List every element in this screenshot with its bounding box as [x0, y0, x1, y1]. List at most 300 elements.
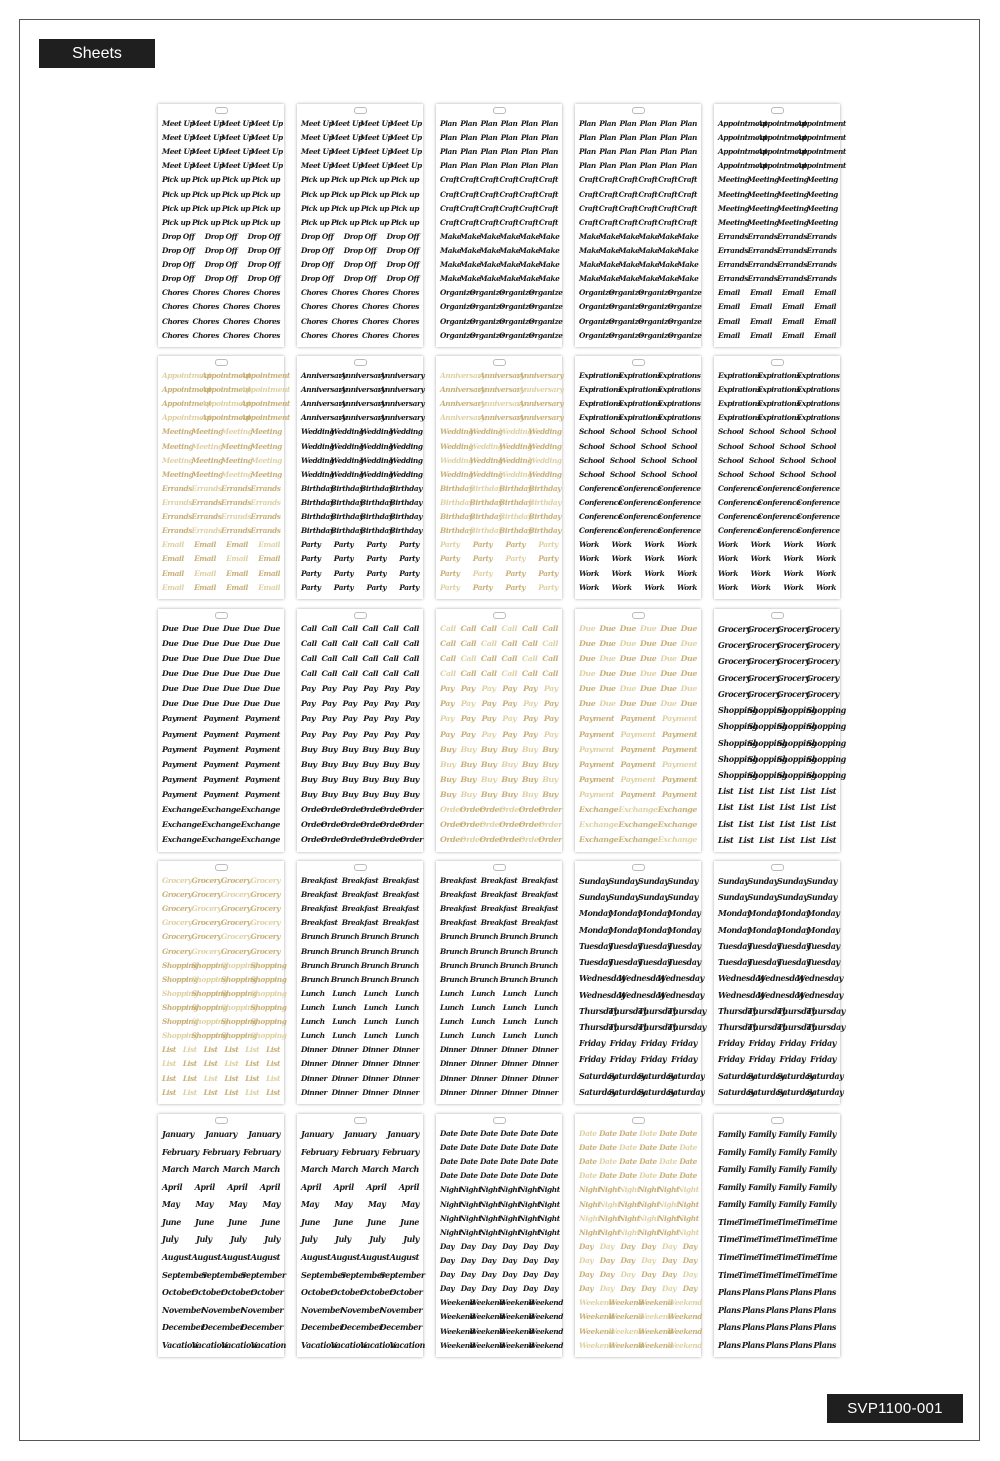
sticker-word: Date — [659, 1157, 677, 1167]
sticker-word: Work — [750, 554, 771, 564]
sticker-word: Organize — [499, 302, 534, 312]
sticker-word: Pick up — [301, 189, 330, 199]
sticker-word: Appointment — [718, 119, 768, 128]
hang-hole — [771, 107, 784, 114]
sticker-row — [301, 1089, 419, 1096]
sticker-row — [162, 974, 287, 984]
sticker-word: Shopping — [250, 1031, 287, 1041]
sticker-word: Sunday — [638, 876, 669, 886]
sticker-row — [579, 1186, 697, 1193]
sticker-word: Family — [778, 1146, 806, 1157]
sticker-word: Chores — [331, 330, 358, 340]
sticker-word: Appointment — [718, 147, 768, 157]
sticker-word: Expirations — [657, 371, 701, 380]
sticker-word: Wedding — [389, 469, 423, 479]
sticker-word: Due — [660, 684, 677, 694]
sticker-word: Day — [481, 1284, 496, 1294]
sticker-word: Meeting — [221, 427, 253, 437]
sticker-word: Pick up — [191, 203, 221, 213]
sticker-row — [301, 1269, 425, 1280]
sticker-word: Plan — [680, 161, 697, 171]
sticker-row — [162, 791, 280, 799]
sticker-row — [579, 205, 697, 212]
sticker-word: Buy — [301, 774, 317, 784]
sticker-row — [162, 413, 290, 423]
sticker-word: Shopping — [747, 721, 787, 732]
sticker-word: Saturday — [608, 1086, 646, 1097]
sticker-row — [162, 1200, 280, 1208]
sticker-word: Plan — [541, 133, 558, 143]
sticker-word: Lunch — [332, 988, 357, 998]
sticker-row — [440, 1018, 558, 1025]
sticker-word: Plan — [460, 147, 478, 157]
sticker-word: Pay — [404, 699, 419, 709]
sticker-word: Buy — [542, 774, 558, 784]
sticker-word: Meet Up — [301, 147, 334, 157]
sticker-row — [718, 656, 839, 667]
sticker-word: Order — [379, 835, 404, 845]
sticker-row — [301, 905, 419, 912]
sticker-word: April — [194, 1181, 215, 1192]
sticker-word: Organize — [638, 316, 673, 326]
sticker-row — [718, 471, 836, 478]
sticker-word: Conference — [718, 483, 762, 493]
sticker-word: Dinner — [531, 1087, 558, 1097]
sticker-row — [579, 1130, 697, 1137]
sticker-word: Drop Off — [204, 245, 238, 255]
sticker-word: February — [341, 1146, 379, 1157]
sticker-rows — [718, 371, 840, 592]
sticker-word: January — [248, 1129, 280, 1139]
sticker-word: Work — [579, 554, 599, 564]
sticker-word: September — [301, 1269, 347, 1280]
sticker-word: Meeting — [718, 203, 750, 213]
sticker-word: Make — [657, 231, 679, 241]
sticker-word: Tuesday — [806, 940, 840, 951]
sticker-word: Night — [538, 1227, 560, 1237]
sticker-word: Email — [718, 316, 740, 326]
sticker-rows — [162, 876, 287, 1097]
sticker-row — [440, 261, 558, 268]
sticker-rows — [301, 371, 425, 592]
sticker-row — [162, 821, 280, 829]
sticker-row — [718, 119, 846, 128]
sticker-row — [579, 457, 697, 464]
sticker-row — [718, 497, 840, 507]
sticker-row — [579, 973, 704, 984]
sticker-word: Breakfast — [382, 890, 419, 900]
sticker-row — [440, 134, 558, 141]
sticker-word: Day — [599, 1270, 614, 1280]
sticker-word: October — [221, 1287, 254, 1298]
sticker-word: Thursday — [718, 1005, 757, 1016]
sticker-row — [440, 1046, 558, 1053]
sticker-word: Make — [518, 274, 540, 284]
sticker-word: September — [162, 1269, 208, 1280]
sticker-word: Buy — [501, 789, 518, 799]
sticker-word: Dinner — [392, 1087, 419, 1097]
sticker-word: Grocery — [777, 624, 810, 634]
sticker-word: Organize — [579, 302, 614, 312]
sticker-word: Order — [301, 804, 325, 814]
sticker-row — [301, 1304, 423, 1315]
hang-hole — [771, 1117, 784, 1124]
sticker-word: Time — [737, 1234, 759, 1245]
sticker-word: List — [203, 1059, 218, 1069]
sticker-word: Work — [750, 582, 771, 592]
sticker-word: Wedding — [440, 441, 474, 451]
sticker-word: Saturday — [667, 1070, 705, 1081]
sticker-word: Appointment — [201, 371, 251, 380]
sticker-word: March — [331, 1164, 359, 1175]
sticker-word: Buy — [382, 774, 399, 784]
sticker-word: Anniversary — [340, 371, 386, 380]
sticker-rows — [718, 876, 846, 1097]
sticker-word: Due — [202, 624, 219, 633]
sticker-word: Monday — [777, 908, 811, 919]
sticker-word: Wedding — [469, 455, 503, 465]
sticker-word: Wedding — [528, 455, 562, 465]
sticker-word: Plan — [440, 147, 457, 157]
sticker-word: Conference — [796, 512, 840, 522]
sticker-row — [301, 731, 419, 739]
sticker-word: Date — [579, 1143, 597, 1153]
sticker-word: Conference — [718, 512, 762, 522]
sticker-word: Grocery — [221, 946, 251, 956]
sticker-word: Make — [518, 245, 540, 255]
sticker-word: October — [301, 1287, 334, 1298]
sticker-word: Time — [796, 1269, 818, 1280]
sticker-word: Due — [182, 684, 199, 694]
sticker-word: Due — [263, 684, 280, 694]
sticker-word: School — [718, 455, 744, 465]
sticker-row — [579, 908, 701, 919]
sticker-word: Thursday — [638, 1005, 677, 1016]
sticker-word: Night — [479, 1213, 501, 1223]
sticker-word: Email — [782, 316, 804, 326]
sticker-row — [162, 133, 283, 143]
sticker-word: Tuesday — [806, 957, 840, 968]
sticker-word: Plan — [659, 161, 677, 171]
sticker-word: Pay — [460, 714, 475, 724]
sticker-word: Pay — [363, 714, 378, 724]
sticker-word: Drop Off — [247, 245, 280, 255]
sticker-word: Day — [579, 1241, 594, 1251]
sticker-row — [579, 700, 697, 708]
sticker-word: List — [759, 786, 775, 797]
sticker-word: Expirations — [618, 371, 662, 380]
sticker-word: Pay — [543, 714, 558, 724]
sticker-word: Due — [660, 699, 677, 709]
hang-hole — [493, 864, 506, 871]
sticker-word: Payment — [162, 744, 198, 754]
sticker-word: Breakfast — [341, 890, 379, 900]
sticker-word: October — [250, 1287, 284, 1298]
sticker-rows — [579, 119, 702, 340]
sticker-word: Breakfast — [521, 876, 558, 885]
sticker-word: Breakfast — [382, 904, 419, 914]
sticker-word: Day — [579, 1270, 594, 1280]
sticker-word: Meet Up — [330, 119, 363, 128]
sticker-word: Tuesday — [718, 957, 752, 968]
sticker-row — [162, 700, 280, 708]
sticker-word: Buy — [403, 774, 419, 784]
sticker-word: Make — [598, 260, 620, 270]
sticker-word: Day — [523, 1270, 538, 1280]
sticker-word: Date — [480, 1143, 498, 1153]
sticker-word: Craft — [638, 217, 658, 227]
sticker-word: Buy — [301, 759, 317, 769]
sticker-word: Date — [440, 1129, 458, 1138]
sticker-word: October — [191, 1287, 225, 1298]
sticker-row — [301, 990, 419, 997]
sticker-word: December — [340, 1322, 383, 1333]
sticker-word: Day — [481, 1270, 496, 1280]
sticker-row — [718, 1021, 846, 1032]
sticker-row — [301, 191, 419, 198]
sticker-word: Make — [598, 245, 620, 255]
sticker-word: May — [301, 1199, 319, 1210]
sticker-word: List — [759, 802, 775, 813]
sticker-word: Party — [505, 568, 526, 578]
sticker-row — [162, 1002, 287, 1012]
sticker-word: Call — [542, 624, 558, 633]
sticker-word: Lunch — [332, 1017, 357, 1027]
sticker-word: List — [203, 1087, 218, 1097]
sticker-word: Birthday — [499, 512, 532, 522]
sticker-word: Work — [611, 540, 632, 550]
sticker-word: Tuesday — [777, 957, 811, 968]
sticker-word: Meeting — [191, 441, 223, 451]
sticker-row — [162, 948, 280, 955]
sticker-word: Call — [321, 669, 338, 679]
sticker-word: Chores — [223, 302, 250, 312]
sticker-row — [579, 1326, 703, 1336]
sticker-word: Birthday — [360, 526, 393, 536]
sticker-word: Email — [226, 582, 248, 592]
sticker-word: June — [162, 1216, 181, 1227]
sticker-word: Call — [301, 639, 317, 649]
sticker-row — [718, 989, 843, 1000]
sticker-word: Saturday — [638, 1070, 675, 1081]
sticker-word: Drop Off — [204, 260, 238, 270]
sticker-word: Order — [518, 835, 543, 845]
sticker-word: Brunch — [469, 932, 499, 942]
sticker-word: School — [779, 469, 806, 479]
sticker-row — [440, 483, 562, 493]
sticker-row — [579, 655, 697, 663]
sticker-word: Party — [399, 554, 419, 564]
sticker-word: Meet Up — [301, 133, 334, 143]
sticker-word: Meeting — [221, 441, 253, 451]
sticker-word: Appointment — [201, 385, 251, 395]
sticker-word: Grocery — [221, 918, 251, 928]
sticker-word: Call — [362, 639, 379, 649]
sticker-word: Craft — [538, 189, 558, 199]
sticker-row — [301, 625, 419, 633]
sticker-word: Anniversary — [301, 371, 346, 380]
sticker-word: Organize — [579, 316, 614, 326]
sticker-word: Breakfast — [480, 876, 518, 885]
sticker-word: Meeting — [777, 217, 809, 227]
sticker-word: Anniversary — [379, 385, 425, 395]
sticker-word: Plan — [680, 119, 697, 128]
sticker-word: List — [266, 1045, 280, 1055]
sticker-word: Wedding — [330, 441, 364, 451]
sticker-word: Time — [737, 1252, 759, 1263]
sticker-word: Expirations — [757, 385, 801, 395]
sticker-word: Meet Up — [162, 147, 195, 157]
sticker-word: Make — [598, 274, 620, 284]
sticker-word: Order — [440, 820, 464, 830]
sticker-word: Conference — [757, 526, 801, 536]
sticker-word: Chores — [362, 316, 389, 326]
sticker-row — [301, 919, 419, 926]
sticker-word: Call — [521, 639, 538, 649]
sticker-word: Due — [619, 624, 636, 633]
sticker-row — [301, 804, 423, 814]
sticker-word: Chores — [223, 330, 250, 340]
sticker-row — [440, 399, 564, 409]
sticker-word: Meet Up — [191, 161, 224, 171]
sticker-word: Plan — [599, 133, 617, 143]
sticker-word: May — [334, 1199, 352, 1210]
sticker-rows — [440, 371, 564, 592]
sticker-word: Shopping — [747, 753, 787, 764]
sticker-row — [162, 670, 280, 678]
sticker-word: Birthday — [360, 497, 393, 507]
sticker-word: Meet Up — [301, 119, 334, 128]
sticker-word: Party — [472, 568, 493, 578]
sticker-word: Date — [679, 1157, 697, 1167]
sticker-row — [579, 821, 697, 829]
sticker-word: List — [738, 834, 754, 845]
sticker-word: Call — [521, 669, 538, 679]
sticker-word: Thursday — [667, 1005, 707, 1016]
sticker-row — [440, 288, 563, 298]
sticker-word: Plan — [619, 147, 637, 157]
sticker-word: Brunch — [360, 960, 390, 970]
sticker-word: Sunday — [747, 876, 778, 886]
sticker-word: Night — [518, 1213, 541, 1223]
sticker-word: Meeting — [777, 203, 809, 213]
sticker-word: Wednesday — [657, 973, 704, 984]
sticker-word: Call — [542, 639, 558, 649]
sticker-word: Due — [162, 639, 179, 649]
sticker-word: School — [579, 441, 605, 451]
sticker-word: Due — [162, 654, 179, 664]
sticker-row — [579, 512, 701, 522]
sticker-row — [718, 624, 839, 634]
sticker-word: Errands — [718, 245, 748, 255]
sticker-word: Email — [258, 568, 280, 578]
sticker-word: School — [640, 441, 667, 451]
sticker-word: Make — [618, 245, 640, 255]
sticker-word: Pick up — [191, 189, 221, 199]
sticker-word: Payment — [661, 789, 697, 799]
sticker-word: Sunday — [806, 892, 837, 903]
sticker-row — [301, 1032, 419, 1039]
sticker-row — [162, 555, 280, 562]
sticker-word: Anniversary — [301, 399, 346, 409]
sticker-word: Lunch — [301, 988, 325, 998]
sticker-word: Tuesday — [608, 940, 642, 951]
sticker-word: Make — [637, 260, 660, 270]
sticker-word: Grocery — [806, 640, 839, 651]
sticker-word: Organize — [440, 330, 475, 340]
sticker-word: Call — [480, 639, 497, 649]
sticker-word: Night — [479, 1185, 501, 1195]
sticker-row — [301, 776, 419, 784]
sticker-word: Drop Off — [343, 274, 377, 284]
sticker-word: Buy — [362, 789, 379, 799]
sticker-word: Chores — [192, 330, 219, 340]
sticker-word: Craft — [479, 203, 499, 213]
sticker-word: Buy — [403, 789, 419, 799]
sticker-word: Brunch — [330, 960, 360, 970]
sticker-word: Expirations — [757, 371, 801, 380]
sticker-word: Chores — [192, 288, 219, 298]
sticker-word: Birthday — [440, 497, 473, 507]
sticker-word: Birthday — [360, 483, 393, 493]
sticker-word: List — [800, 818, 816, 829]
sticker-word: March — [301, 1164, 328, 1175]
sticker-word: Thursday — [747, 1021, 787, 1032]
sticker-word: Buy — [321, 774, 338, 784]
sticker-word: Due — [579, 654, 596, 664]
sticker-row — [162, 1253, 280, 1261]
sticker-word: Work — [816, 540, 836, 550]
sticker-word: Brunch — [529, 960, 558, 970]
sticker-word: Call — [440, 669, 456, 679]
sticker-word: Call — [440, 654, 456, 664]
sticker-word: Party — [333, 554, 354, 564]
sticker-word: Meeting — [221, 455, 253, 465]
sticker-word: Payment — [620, 774, 656, 784]
sticker-word: Birthday — [499, 483, 532, 493]
sticker-word: Day — [682, 1241, 697, 1251]
sheets-title-badge — [39, 39, 155, 68]
sticker-word: Dinner — [470, 1059, 497, 1069]
sticker-row — [440, 1060, 558, 1067]
sticker-word: Make — [538, 260, 560, 270]
sticker-word: August — [330, 1252, 360, 1263]
sticker-word: September — [379, 1269, 425, 1280]
sticker-word: Birthday — [360, 512, 393, 522]
sticker-word: Craft — [499, 203, 519, 213]
sticker-row — [579, 584, 697, 591]
sticker-word: Pay — [460, 699, 475, 709]
sticker-word: Day — [620, 1284, 635, 1294]
sticker-word: Wedding — [528, 469, 562, 479]
sticker-word: Wedding — [528, 427, 562, 437]
sticker-word: Weekend — [440, 1298, 475, 1308]
sticker-row — [301, 685, 419, 693]
sticker-word: Due — [263, 654, 280, 664]
sticker-word: Expirations — [796, 413, 840, 423]
sticker-word: Pay — [481, 684, 496, 694]
sticker-word: March — [253, 1164, 280, 1175]
sticker-word: Shopping — [221, 1002, 257, 1012]
sticker-row — [162, 399, 290, 409]
sticker-word: Anniversary — [518, 399, 564, 409]
sticker-word: Meeting — [250, 455, 282, 465]
sticker-word: Work — [677, 540, 697, 550]
sticker-row — [162, 385, 290, 395]
sticker-word: School — [718, 469, 744, 479]
sticker-word: Plan — [639, 147, 657, 157]
sticker-word: Breakfast — [301, 918, 338, 928]
